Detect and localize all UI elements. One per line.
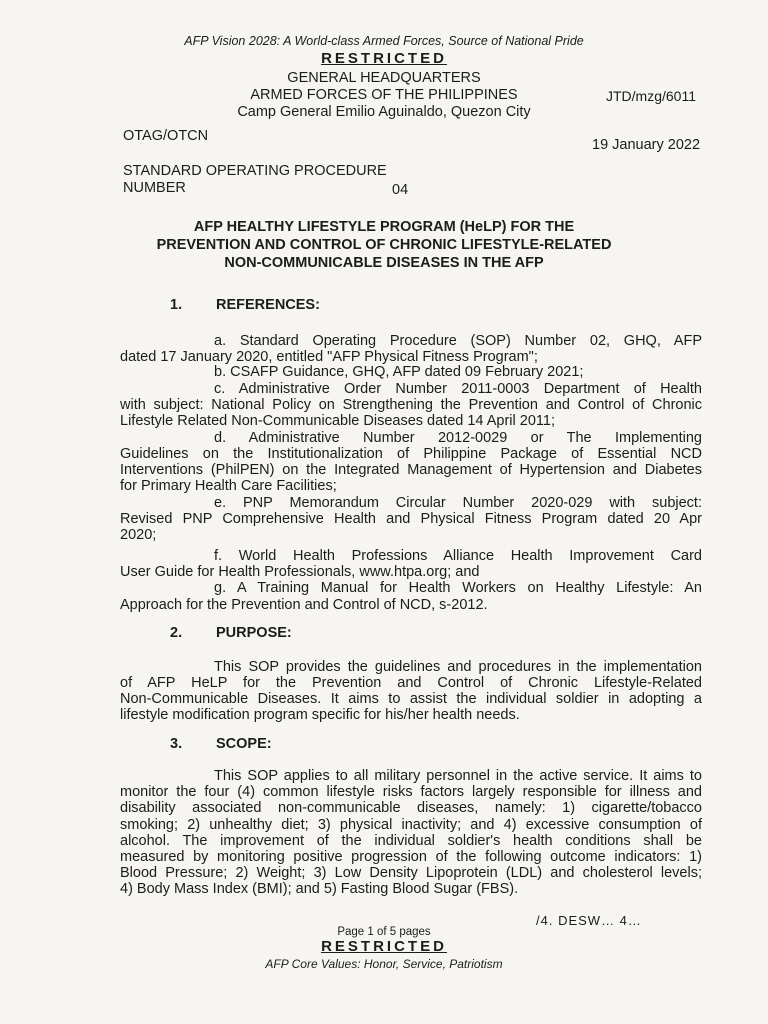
continuation-marker: /4. DESW… 4…	[536, 913, 642, 928]
sop-number: 04	[392, 182, 409, 198]
ref-a-line-1: a. Standard Operating Procedure (SOP) Number 02, GHQ, AFP	[214, 333, 702, 349]
ref-e-line-1: e. PNP Memorandum Circular Number 2020-029 with subject:	[214, 495, 702, 511]
scope-line-4: smoking; 2) unhealthy diet; 3) physical inactivity; and 4) excessive consumption of	[120, 817, 702, 833]
section-3-number: 3.	[170, 736, 183, 752]
reference-code: JTD/mzg/6011	[606, 88, 696, 104]
purpose-line-4: lifestyle modification program specific for his/her health needs.	[120, 707, 520, 723]
ref-g-line-1: g. A Training Manual for Health Workers on Healthy Lifestyle: An	[214, 580, 702, 596]
scope-line-7: Blood Pressure; 2) Weight; 3) Low Density Lipoprotein (LDL) and cholesterol levels;	[120, 865, 702, 881]
section-2-heading: PURPOSE:	[216, 625, 292, 641]
purpose-line-3: Non-Communicable Diseases. It aims to assist the individual soldier in adopting a	[120, 691, 702, 707]
sop-label-line-1: STANDARD OPERATING PROCEDURE	[123, 163, 387, 179]
section-1-heading: REFERENCES:	[216, 297, 320, 313]
scope-line-2: monitor the four (4) common lifestyle risks factors largely responsible for illness and	[120, 784, 702, 800]
ref-e-line-3: 2020;	[120, 527, 157, 543]
title-line-2: PREVENTION AND CONTROL OF CHRONIC LIFESTYLE-RELATED	[156, 237, 612, 253]
ref-e-line-2: Revised PNP Comprehensive Health and Physical Fitness Program dated 20 Apr	[120, 511, 702, 527]
scope-line-1: This SOP applies to all military personnel in the active service. It aims to	[214, 768, 702, 784]
org-line-3: Camp General Emilio Aguinaldo, Quezon City	[237, 104, 531, 120]
core-values: AFP Core Values: Honor, Service, Patriotism	[265, 957, 503, 971]
org-line-2: ARMED FORCES OF THE PHILIPPINES	[250, 87, 518, 103]
classification-bottom: RESTRICTED	[321, 938, 447, 955]
purpose-line-2: of AFP HeLP for the Prevention and Control of Chronic Lifestyle-Related	[120, 675, 702, 691]
section-1-number: 1.	[170, 297, 183, 313]
scope-line-8: 4) Body Mass Index (BMI); and 5) Fasting Blood Sugar (FBS).	[120, 881, 519, 897]
purpose-line-1: This SOP provides the guidelines and procedures in the implementation	[214, 659, 702, 675]
page-number: Page 1 of 5 pages	[337, 926, 431, 938]
office-code: OTAG/OTCN	[123, 128, 209, 144]
vision-statement: AFP Vision 2028: A World-class Armed Forces, Source of National Pride	[184, 34, 584, 48]
title-line-1: AFP HEALTHY LIFESTYLE PROGRAM (HeLP) FOR THE	[193, 219, 575, 235]
ref-g-line-2: Approach for the Prevention and Control of NCD, s-2012.	[120, 597, 488, 613]
sop-label-line-2: NUMBER	[123, 180, 186, 196]
scope-line-5: alcohol. The improvement of the individual soldier's health conditions shall be	[120, 833, 702, 849]
ref-b-line-1: b. CSAFP Guidance, GHQ, AFP dated 09 February 2021;	[214, 364, 584, 380]
ref-f-line-1: f. World Health Professions Alliance Health Improvement Card	[214, 548, 702, 564]
ref-c-line-1: c. Administrative Order Number 2011-0003 Department of Health	[214, 381, 702, 397]
ref-d-line-2: Guidelines on the Institutionalization of Philippine Package of Essential NCD	[120, 446, 702, 462]
ref-f-line-2: User Guide for Health Professionals, www.htpa.org; and	[120, 564, 480, 580]
ref-c-line-3: Lifestyle Related Non-Communicable Diseases dated 14 April 2011;	[120, 413, 555, 429]
classification-top: RESTRICTED	[321, 50, 447, 67]
ref-c-line-2: with subject: National Policy on Strengthening the Prevention and Control of Chronic	[120, 397, 702, 413]
ref-d-line-4: for Primary Health Care Facilities;	[120, 478, 337, 494]
title-line-3: NON-COMMUNICABLE DISEASES IN THE AFP	[224, 255, 544, 271]
scope-line-6: measured by monitoring positive progression of the following outcome indicators: 1)	[120, 849, 702, 865]
section-2-number: 2.	[170, 625, 183, 641]
ref-d-line-3: Interventions (PhilPEN) on the Integrated Management of Hypertension and Diabetes	[120, 462, 702, 478]
ref-a-line-2: dated 17 January 2020, entitled "AFP Physical Fitness Program";	[120, 349, 538, 365]
ref-d-line-1: d. Administrative Number 2012-0029 or The Implementing	[214, 430, 702, 446]
section-3-heading: SCOPE:	[216, 736, 272, 752]
org-line-1: GENERAL HEADQUARTERS	[287, 70, 481, 86]
document-date: 19 January 2022	[592, 137, 701, 153]
scope-line-3: disability associated non-communicable diseases, namely: 1) cigarette/tobacco	[120, 800, 702, 816]
